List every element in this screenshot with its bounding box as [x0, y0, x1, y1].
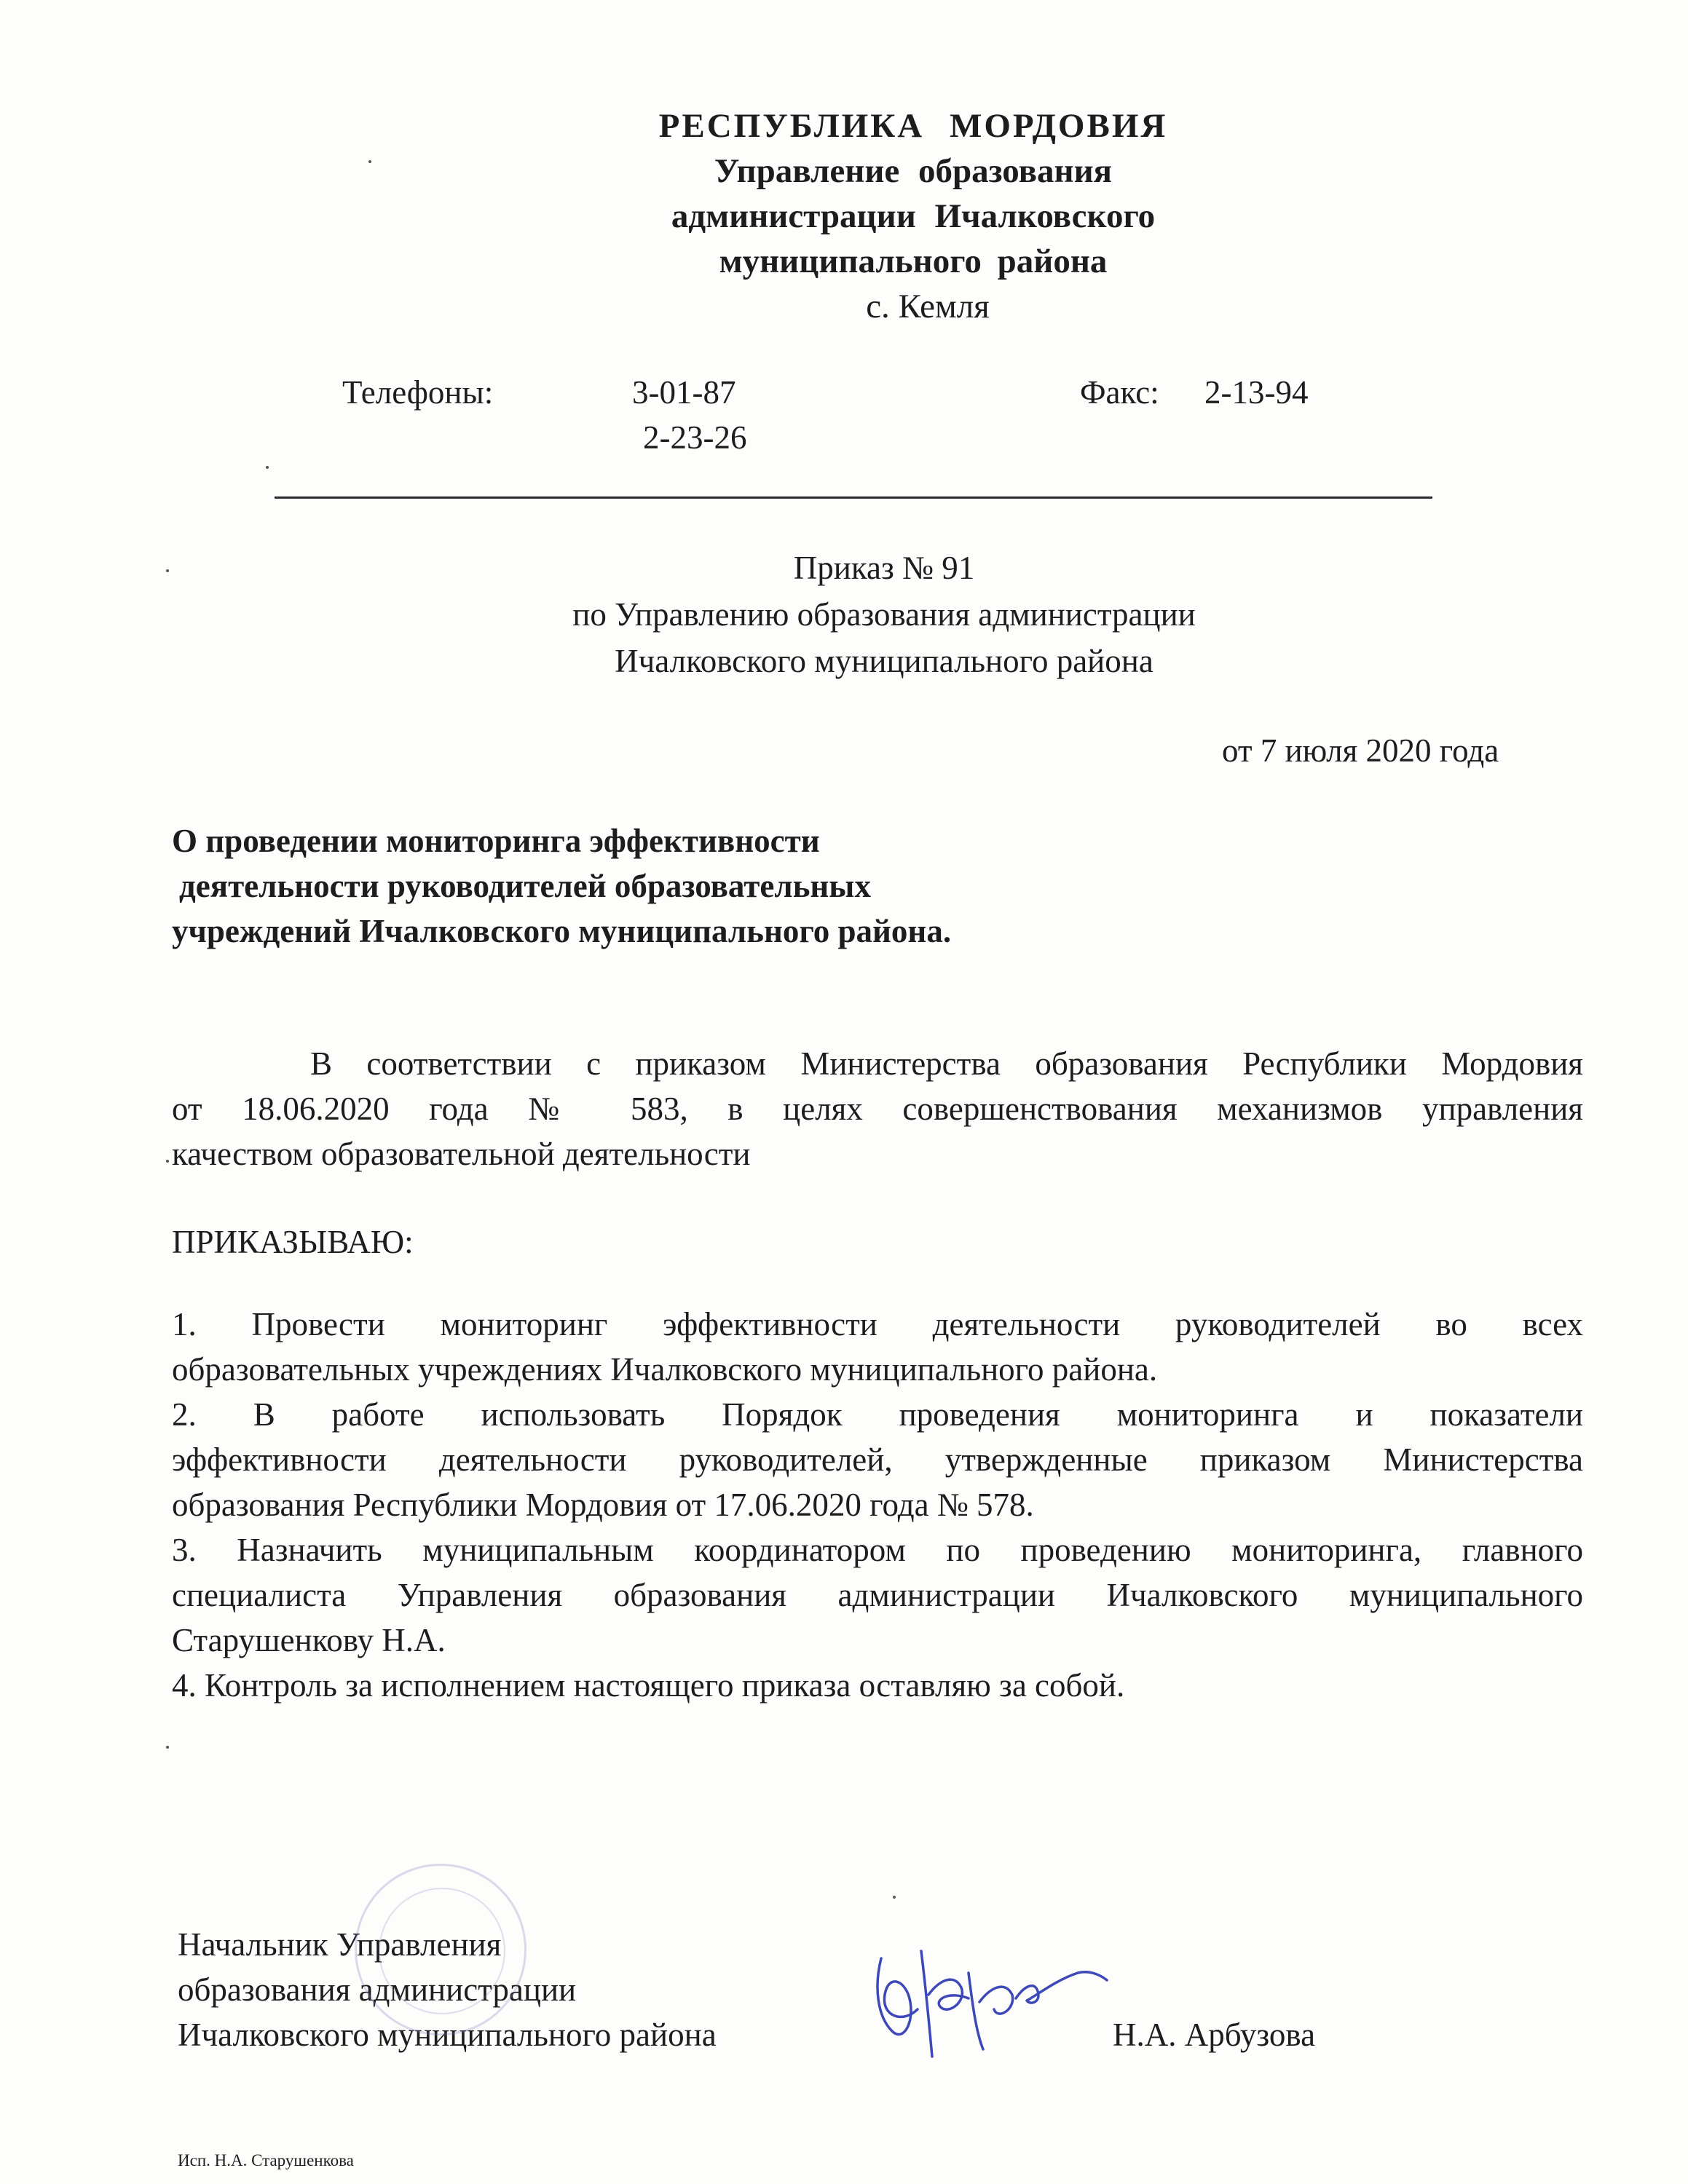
item-2-line2: эффективности деятельности руководителей, утвержденные приказом Министерства [172, 1441, 1583, 1478]
title-line3: учреждений Ичалковского муниципального района. [172, 913, 952, 949]
title-line1: О проведении мониторинга эффективности [172, 823, 820, 859]
directive: ПРИКАЗЫВАЮ: [172, 1224, 414, 1260]
item-4-line1: 4. Контроль за исполнением настоящего приказа оставляю за собой. [172, 1667, 1125, 1704]
item-1-line2: образовательных учреждениях Ичалковского муниципального района. [172, 1351, 1158, 1388]
scan-speck [166, 1746, 169, 1749]
preamble-line3: качеством образовательной деятельности [172, 1136, 751, 1172]
header-republic: РЕСПУБЛИКА МОРДОВИЯ [658, 107, 1168, 145]
order-line3: Ичалковского муниципального района [615, 643, 1153, 679]
header-village: с. Кемля [866, 288, 990, 325]
item-3-line3: Старушенкову Н.А. [172, 1622, 446, 1658]
executor-note: Исп. Н.А. Старушенкова [178, 2151, 354, 2169]
header-department-line1: Управление образования [714, 152, 1113, 190]
order-date: от 7 июля 2020 года [1222, 732, 1499, 769]
header-department-line3: муниципального района [719, 242, 1108, 280]
header-divider [275, 496, 1432, 499]
order-line2: по Управлению образования администрации [572, 596, 1196, 633]
item-2-line3: образования Республики Мордовия от 17.06.2020 года № 578. [172, 1487, 1034, 1523]
scan-speck [893, 1896, 896, 1899]
handwritten-signature [859, 1929, 1114, 2068]
fax-number: 2-13-94 [1204, 374, 1309, 411]
signatory-position-line2: образования администрации [178, 1971, 577, 2008]
order-items [172, 1302, 1583, 1708]
phone-2: 2-23-26 [643, 419, 747, 456]
phone-1: 3-01-87 [632, 374, 736, 411]
fax-label: Факс: [1080, 374, 1159, 411]
signatory-position-line1: Начальник Управления [178, 1926, 502, 1963]
official-stamp [355, 1864, 526, 2035]
scan-speck [368, 160, 371, 163]
phones-label: Телефоны: [342, 374, 494, 411]
scan-speck [166, 569, 169, 572]
signatory-name: Н.А. Арбузова [1113, 2017, 1316, 2053]
item-3-line2: специалиста Управления образования администрации Ичалковского муниципального [172, 1577, 1583, 1613]
title-line2: деятельности руководителей образовательных [179, 868, 871, 904]
item-3-line1: 3. Назначить муниципальным координатором по проведению мониторинга, главного [172, 1532, 1583, 1568]
scan-speck [266, 466, 269, 469]
preamble-line1: В соответствии с приказом Министерства образования Республики Мордовия [310, 1045, 1583, 1082]
preamble-line2: от 18.06.2020 года № 583, в целях совершенствования механизмов управления [172, 1091, 1583, 1127]
signatory-position-line3: Ичалковского муниципального района [178, 2017, 717, 2053]
header-department-line2: администрации Ичалковского [671, 197, 1156, 235]
preamble [172, 1041, 1583, 1176]
order-number: Приказ № 91 [793, 550, 975, 586]
item-1-line1: 1. Провести мониторинг эффективности деятельности руководителей во всех [172, 1306, 1583, 1342]
official-stamp-inner-ring [379, 1888, 505, 2014]
item-2-line1: 2. В работе использовать Порядок проведения мониторинга и показатели [172, 1396, 1583, 1433]
scan-speck [166, 1160, 169, 1163]
